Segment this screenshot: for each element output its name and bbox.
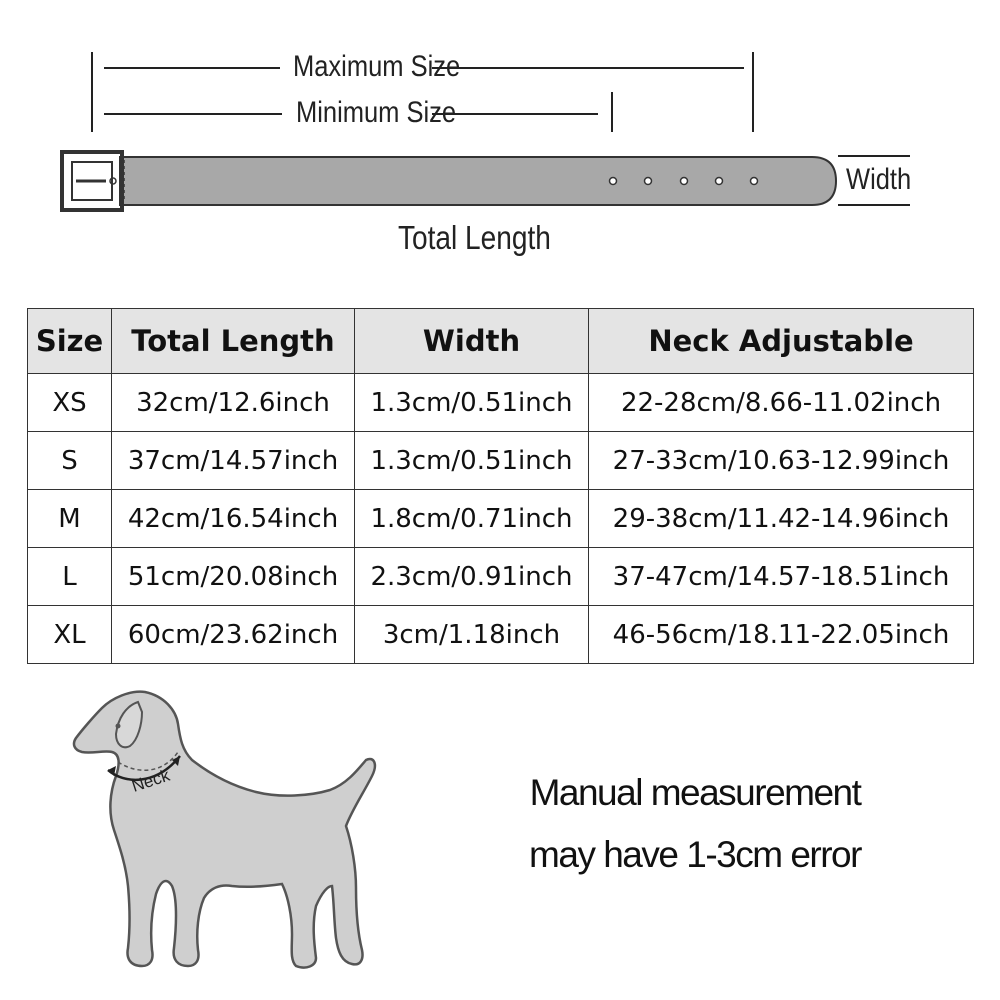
cell-width: 1.3cm/0.51inch xyxy=(355,432,589,490)
cell-neck-adjustable: 29-38cm/11.42-14.96inch xyxy=(589,490,974,548)
cell-neck-adjustable: 46-56cm/18.11-22.05inch xyxy=(589,606,974,664)
cell-neck-adjustable: 27-33cm/10.63-12.99inch xyxy=(589,432,974,490)
header-total-length: Total Length xyxy=(112,309,355,374)
collar-hole-1 xyxy=(610,178,617,185)
maximum-size-label: Maximum Size xyxy=(293,50,461,83)
cell-neck-adjustable: 37-47cm/14.57-18.51inch xyxy=(589,548,974,606)
dog-eye xyxy=(116,724,121,729)
cell-width: 1.3cm/0.51inch xyxy=(355,374,589,432)
cell-width: 2.3cm/0.91inch xyxy=(355,548,589,606)
collar-hole-2 xyxy=(645,178,652,185)
cell-total-length: 60cm/23.62inch xyxy=(112,606,355,664)
minimum-size-label: Minimum Size xyxy=(296,96,457,129)
measurement-note-line-1: Manual measurement xyxy=(529,772,861,813)
cell-size: L xyxy=(28,548,112,606)
collar-hole-3 xyxy=(681,178,688,185)
cell-size: S xyxy=(28,432,112,490)
neck-label: Neck xyxy=(129,765,173,796)
cell-width: 3cm/1.18inch xyxy=(355,606,589,664)
width-label: Width xyxy=(846,163,912,196)
header-size: Size xyxy=(28,309,112,374)
table-row xyxy=(28,490,974,548)
table-row xyxy=(28,432,974,490)
header-width: Width xyxy=(355,309,589,374)
cell-total-length: 37cm/14.57inch xyxy=(112,432,355,490)
cell-total-length: 51cm/20.08inch xyxy=(112,548,355,606)
table-row xyxy=(28,548,974,606)
table-row xyxy=(28,606,974,664)
header-neck-adjustable: Neck Adjustable xyxy=(589,309,974,374)
table-row xyxy=(28,374,974,432)
dog-illustration xyxy=(60,680,400,980)
measurement-note-line-2: may have 1-3cm error xyxy=(529,834,861,875)
cell-size: XS xyxy=(28,374,112,432)
size-chart-table xyxy=(27,308,974,664)
cell-neck-adjustable: 22-28cm/8.66-11.02inch xyxy=(589,374,974,432)
collar-hole-4 xyxy=(716,178,723,185)
cell-width: 1.8cm/0.71inch xyxy=(355,490,589,548)
cell-total-length: 32cm/12.6inch xyxy=(112,374,355,432)
collar-strap xyxy=(120,157,836,205)
cell-size: M xyxy=(28,490,112,548)
collar-hole-5 xyxy=(751,178,758,185)
cell-size: XL xyxy=(28,606,112,664)
total-length-label: Total Length xyxy=(398,219,551,256)
table-header-row xyxy=(28,309,974,374)
cell-total-length: 42cm/16.54inch xyxy=(112,490,355,548)
